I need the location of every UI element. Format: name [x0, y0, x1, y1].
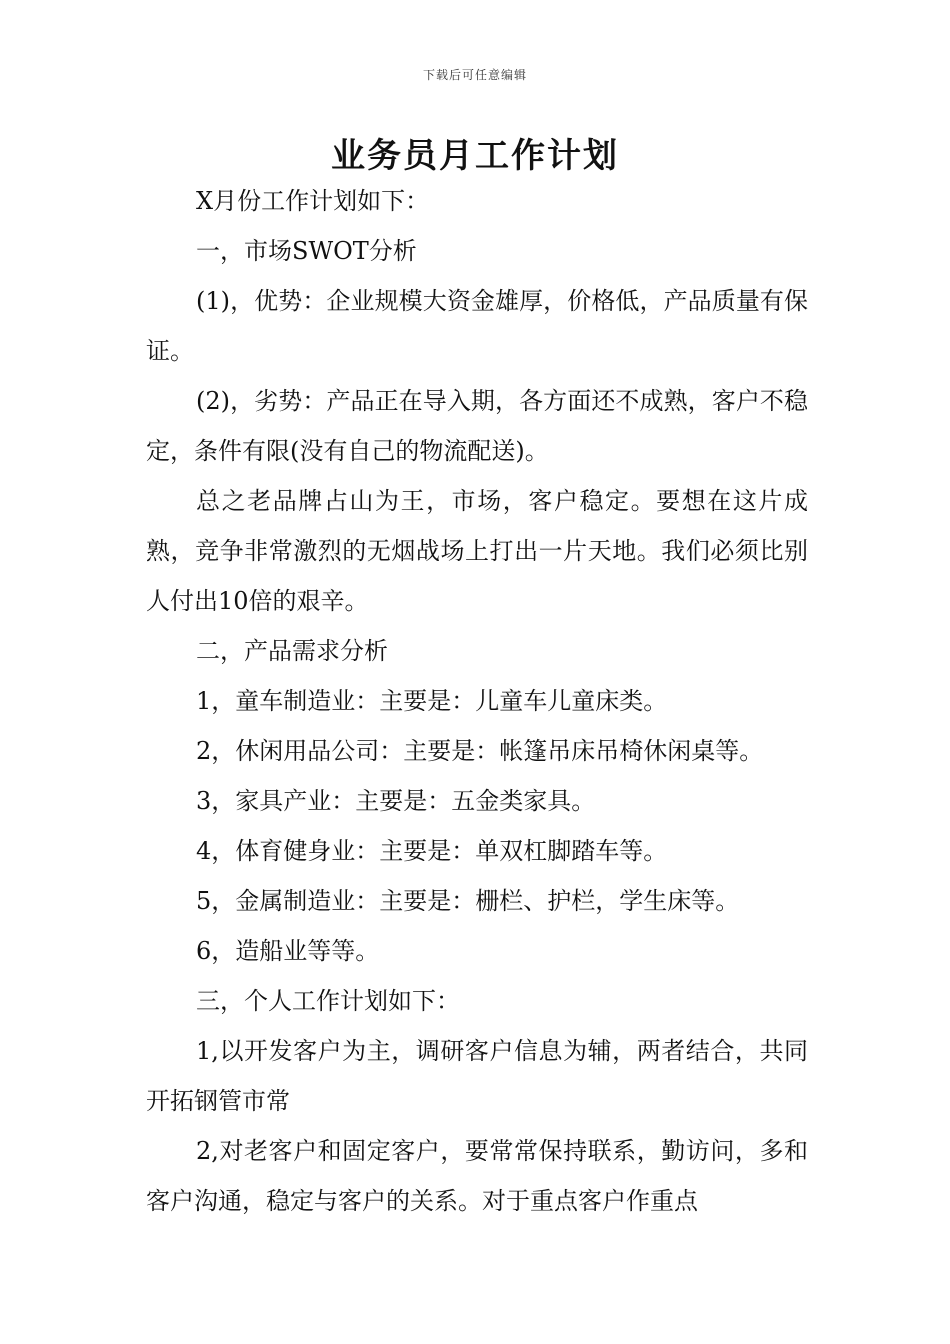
- list-item: 1，童车制造业：主要是：儿童车儿童床类。: [196, 687, 668, 715]
- paragraph-summary: 总之老品牌占山为王，市场，客户稳定。要想在这片成熟，竞争非常激烈的无烟战场上打出一片天地。我们必须比别人付出10倍的艰辛。: [146, 487, 808, 615]
- section-heading-plan: 三，个人工作计划如下：: [196, 987, 460, 1015]
- list-item: 2，休闲用品公司：主要是：帐篷吊床吊椅休闲桌等。: [196, 737, 764, 765]
- document-title: 业务员月工作计划: [331, 136, 619, 176]
- list-item: 4，体育健身业：主要是：单双杠脚踏车等。: [196, 837, 668, 865]
- document-body: [146, 176, 808, 1226]
- list-item: 6，造船业等等。: [196, 937, 380, 965]
- paragraph-plan-1: 1,以开发客户为主，调研客户信息为辅，两者结合，共同开拓钢管市常: [146, 1037, 808, 1115]
- section-heading-demand: 二，产品需求分析: [196, 637, 388, 665]
- paragraph-weaknesses: (2)，劣势：产品正在导入期，各方面还不成熟，客户不稳定，条件有限(没有自己的物流配送)。: [146, 387, 808, 465]
- paragraph-strengths: (1)，优势：企业规模大资金雄厚，价格低，产品质量有保证。: [146, 287, 808, 365]
- paragraph-intro: X月份工作计划如下：: [196, 187, 430, 215]
- list-item: 5，金属制造业：主要是：栅栏、护栏，学生床等。: [196, 887, 740, 915]
- paragraph-plan-2: 2,对老客户和固定客户，要常常保持联系，勤访问，多和客户沟通，稳定与客户的关系。对于重点客户作重点: [146, 1137, 808, 1215]
- list-item: 3，家具产业：主要是：五金类家具。: [196, 787, 596, 815]
- section-heading-swot: 一，市场SWOT分析: [196, 237, 417, 265]
- header-note: 下载后可任意编辑: [422, 68, 527, 82]
